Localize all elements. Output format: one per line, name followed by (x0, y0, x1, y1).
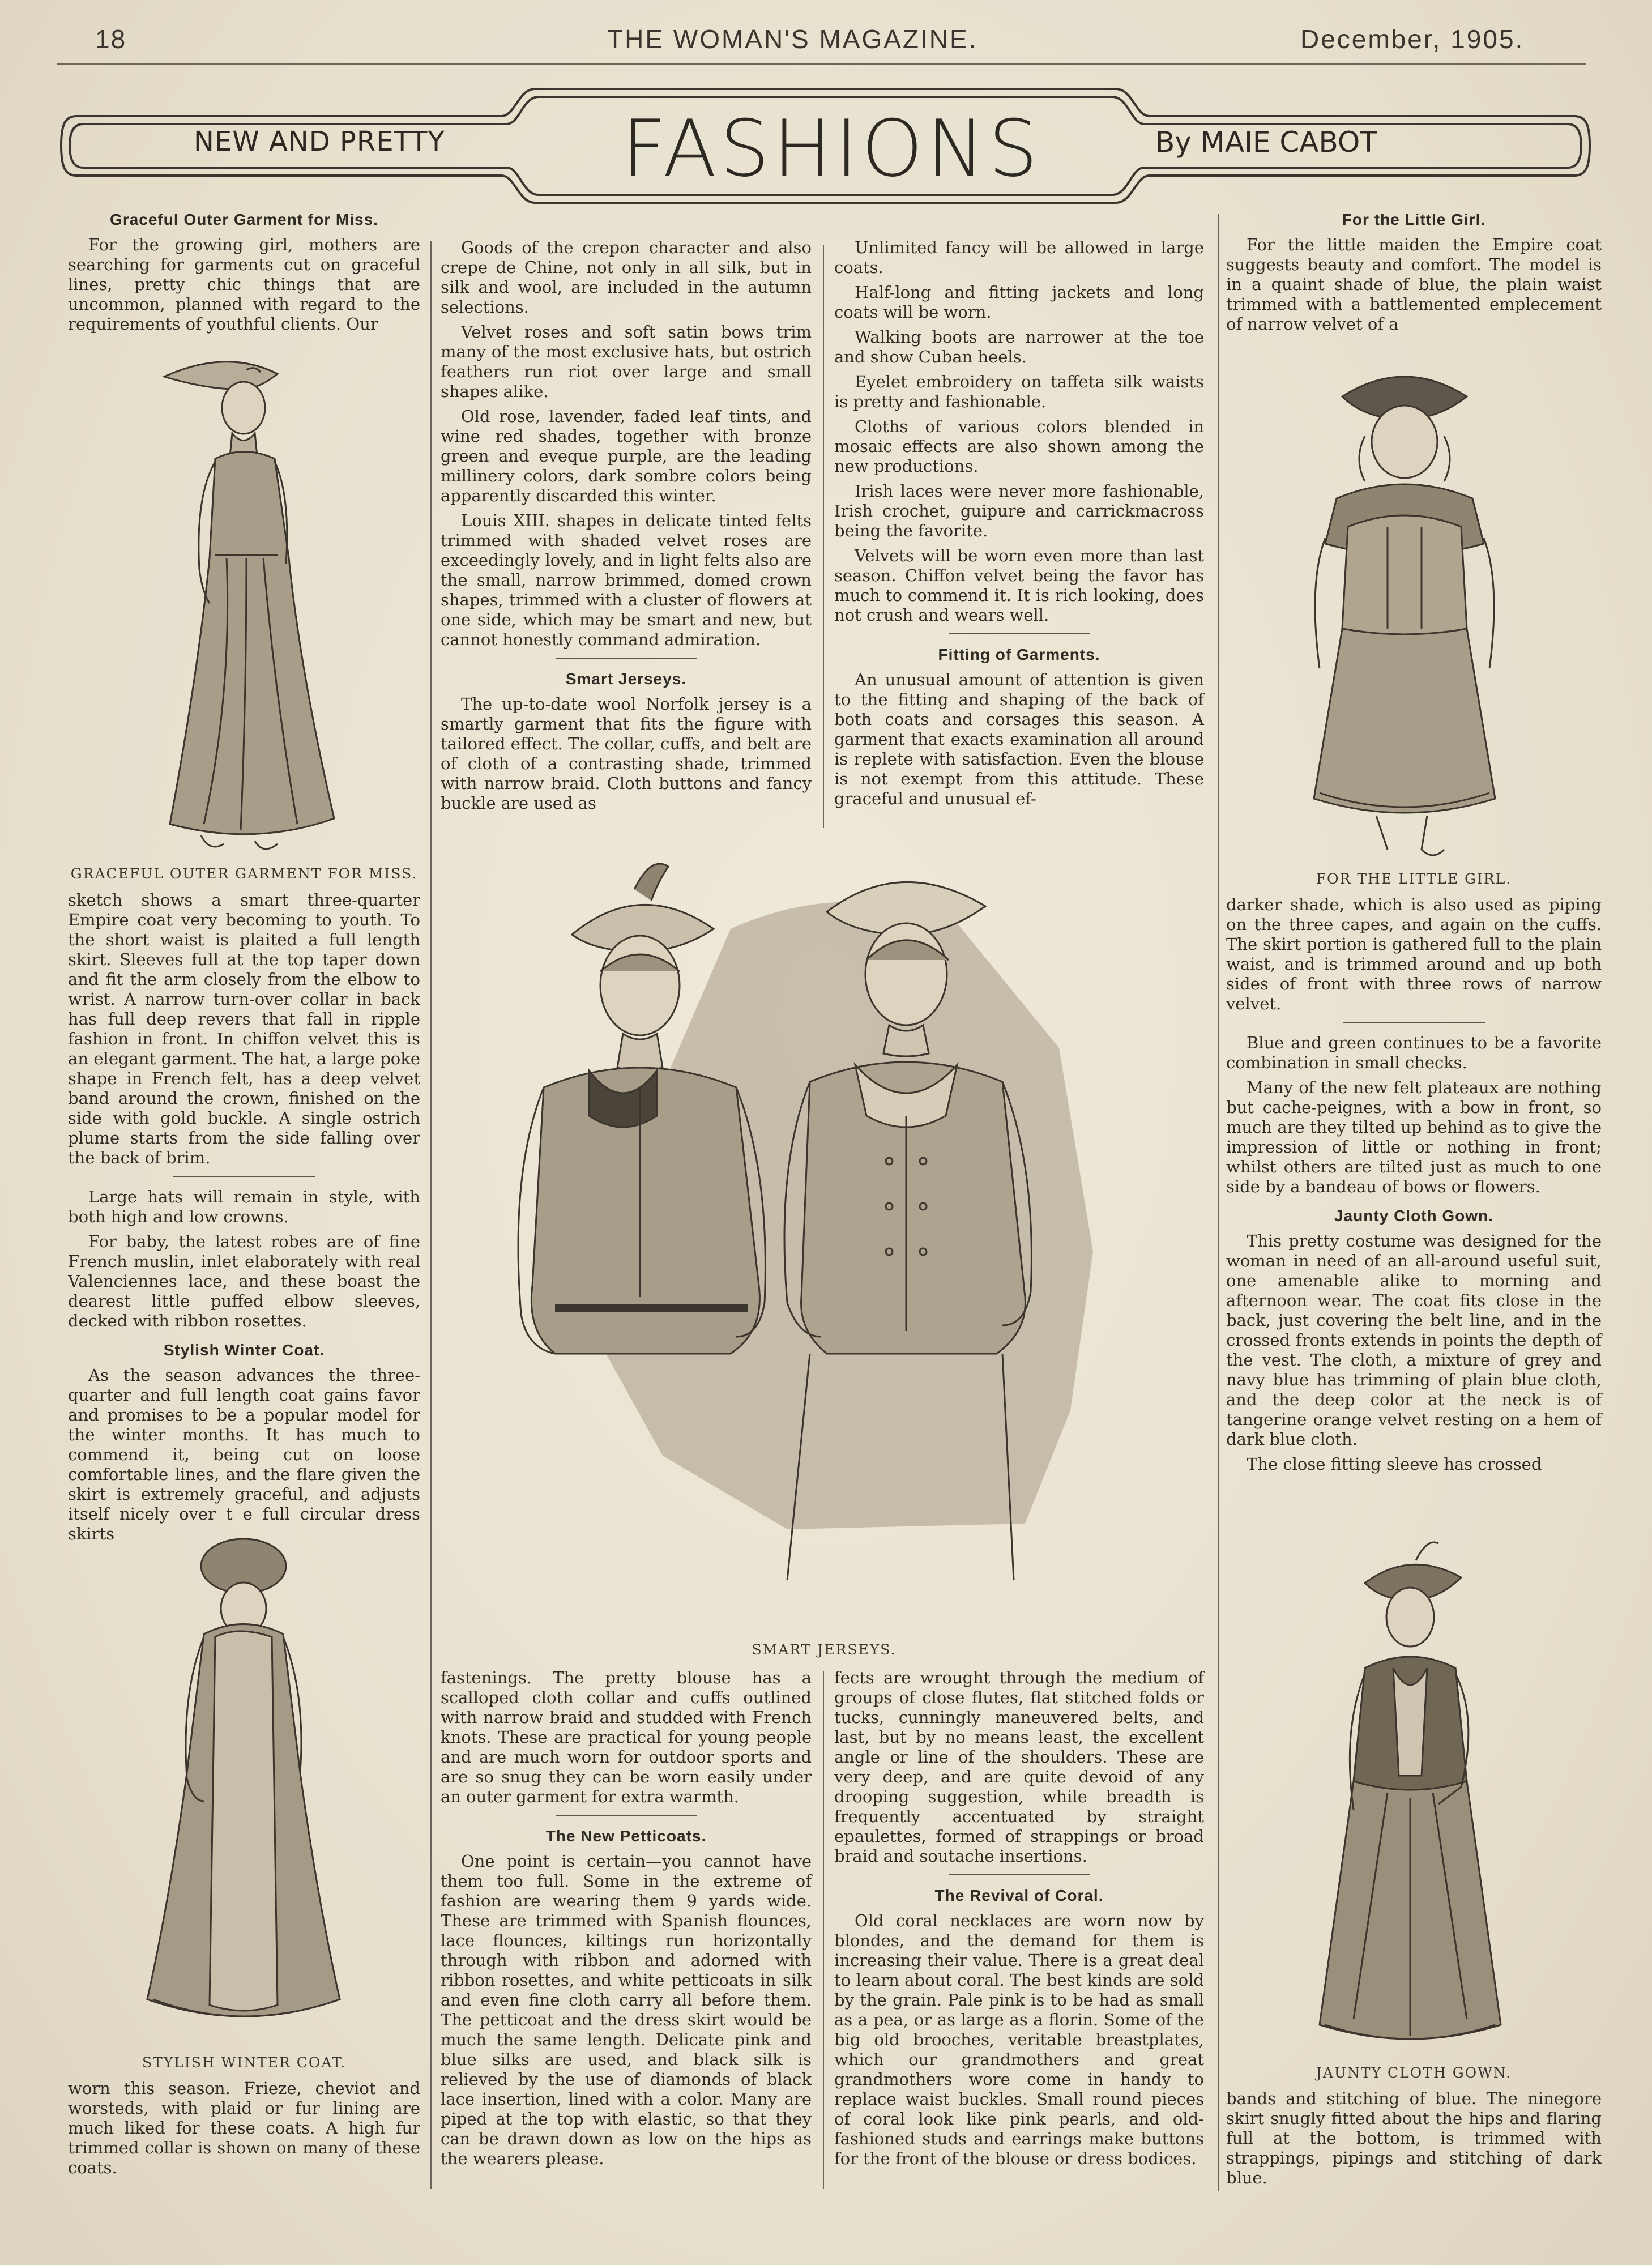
column-2-bottom (441, 1668, 812, 2174)
divider (949, 633, 1090, 634)
banner-left-text: NEW AND PRETTY (194, 126, 445, 157)
caption-outer-garment: GRACEFUL OUTER GARMENT FOR MISS. (70, 865, 418, 882)
paragraph: For the growing girl, mothers are searching for garments cut on graceful lines, pretty chic things that are uncommon, planned with regard to the requirements of youthful clients. Our (68, 235, 420, 334)
caption-jaunty-gown: JAUNTY CLOTH GOWN. (1316, 2064, 1512, 2081)
paragraph: Old coral necklaces are worn now by blondes, and the demand for them is increasing their value. There is a great deal to learn about coral. The best kinds are sold by the grain. Pale pink is to be had as small as a pea, or as large as a florin. Some of the big old brooches, veritable breastplates, which our grandmothers and great grandmothers wore come in handy to replace waist buckles. Small round pieces of coral look like pink pearls, and old-fashioned studs and earrings make buttons for the front of the blouse or dress bodices. (834, 1911, 1204, 2168)
paragraph: For baby, the latest robes are of fine French muslin, inlet elaborately with real Valenciennes lace, and these boast the dearest little puffed elbow sleeves, decked with ribbon rosettes. (68, 1232, 420, 1330)
paragraph: fastenings. The pretty blouse has a scalloped cloth collar and cuffs outlined with narrow braid and studded with French knots. These are practical for young people and are much worn for outdoor sports and are so snug they can be worn easily under an outer garment for extra warmth. (441, 1668, 812, 1806)
paragraph: sketch shows a smart three-quarter Empire coat very becoming to youth. To the short waist is plaited a full length skirt. Sleeves full at the top taper down and fit the arm closely from the elbow to wrist. A narrow turn-over collar in back has full deep revers that fall in ripple fashion in front. In chiffon velvet this is an elegant garment. The hat, a large poke shape in French felt, has a deep velvet band around the crown, finished on the side with gold buckle. A single ostrich plume starts from the side falling over the back of brim. (68, 890, 420, 1167)
paragraph: bands and stitching of blue. The ninegore skirt snugly fitted about the hips and flaring full at the bottom, is trimmed with strappings, pipings and stitching of dark blue. (1226, 2089, 1602, 2187)
column-3-bottom (834, 1668, 1204, 2174)
paragraph: For the little maiden the Empire coat suggests beauty and comfort. The model is in a quaint shade of blue, the plain waist trimmed with a battlemented emplecement of narrow velvet of a (1226, 235, 1602, 334)
paragraph: Eyelet embroidery on taffeta silk waists is pretty and fashionable. (834, 372, 1204, 411)
paragraph: The close fitting sleeve has crossed (1247, 1454, 1542, 1474)
paragraph: An unusual amount of attention is given to the fitting and shaping of the back of both coats and corsages this season. A garment that exacts examination all around is replete with satisfaction. Even the blouse is not exempt from this attitude. These graceful and unusual ef- (834, 670, 1204, 808)
caption-smart-jerseys: SMART JERSEYS. (752, 1641, 897, 1658)
illustration-little-girl (1297, 357, 1512, 867)
paragraph: Louis XIII. shapes in delicate tinted felts trimmed with shaded velvet roses are exceedingly lovely, and in light felts also are the small, narrow brimmed, domed crown shapes, trimmed with a cluster of flowers at one side, which may be smart and new, but cannot honestly command admiration. (441, 511, 812, 649)
column-3-top (834, 238, 1204, 814)
magazine-title: THE WOMAN'S MAGAZINE. (607, 24, 978, 54)
paragraph: Unlimited fancy will be allowed in large coats. (834, 238, 1204, 277)
paragraph: fects are wrought through the medium of groups of close flutes, flat stitched folds or tucks, cunningly maneuvered belts, and last, but by no means least, the excellent angle or line of the shoulders. These are very deep, and are quite devoid of any drooping suggestion, while breadth is frequently accentuated by straight epaulettes, formed of strappings or broad braid and soutache insertions. (834, 1668, 1204, 1866)
heading-fitting-garments: Fitting of Garments. (938, 646, 1100, 663)
divider (949, 1874, 1090, 1875)
heading-jaunty-gown: Jaunty Cloth Gown. (1334, 1207, 1493, 1225)
column-4-middle (1226, 895, 1602, 1479)
paragraph: Walking boots are narrower at the toe and show Cuban heels. (834, 327, 1204, 366)
header-rule (57, 63, 1586, 65)
banner-title: FASHIONS (622, 103, 1041, 194)
column-rule-3 (1218, 214, 1219, 2191)
heading-little-girl: For the Little Girl. (1342, 211, 1486, 228)
banner-byline: By MAIE CABOT (1155, 126, 1377, 159)
column-rule-2b (823, 1671, 824, 2189)
divider (173, 1176, 315, 1177)
illustration-winter-coat (130, 1535, 357, 2045)
paragraph: Goods of the crepon character and also crepe de Chine, not only in all silk, but in silk and wool, are included in the autumn selections. (441, 238, 812, 317)
heading-revival-coral: The Revival of Coral. (934, 1887, 1104, 1904)
column-1-middle (68, 890, 420, 1549)
caption-winter-coat: STYLISH WINTER COAT. (142, 2054, 347, 2071)
paragraph: Irish laces were never more fashionable, Irish crochet, guipure and carrickmacross being the favorite. (834, 481, 1204, 540)
column-4-bottom (1226, 2089, 1602, 2193)
illustration-jaunty-gown (1303, 1538, 1518, 2059)
column-1-bottom (68, 2079, 420, 2183)
heading-winter-coat: Stylish Winter Coat. (163, 1341, 325, 1359)
caption-little-girl: FOR THE LITTLE GIRL. (1316, 871, 1512, 887)
paragraph: This pretty costume was designed for the woman in need of an all-around useful suit, one amenable alike to morning and afternoon wear. The coat fits close in the back, just covering the belt line, and in the crossed fronts extends in points the depth of the vest. The cloth, a mixture of grey and navy blue has trimming of plain blue cloth, and the deep color at the neck is of tangerine orange velvet resting on a hem of dark blue cloth. (1226, 1231, 1602, 1449)
paragraph: Many of the new felt plateaux are nothing but cache-peignes, with a bow in front, so much are they tilted up behind as to give the impression of little or nothing in front; whilst others are tilted just as much to one side by a bandeau of bows or flowers. (1226, 1078, 1602, 1196)
issue-date: December, 1905. (1300, 24, 1525, 54)
paragraph: Velvet roses and soft satin bows trim many of the most exclusive hats, but ostrich feathers run riot over large and small shapes alike. (441, 322, 812, 401)
paragraph: Cloths of various colors blended in mosaic effects are also shown among the new productions. (834, 417, 1204, 476)
paragraph: Large hats will remain in style, with both high and low crowns. (68, 1187, 420, 1226)
paragraph: The up-to-date wool Norfolk jersey is a smartly garment that fits the figure with tailored effect. The collar, cuffs, and belt are of cloth of a contrasting shade, trimmed with narrow braid. Cloth buttons and fancy buckle are used as (441, 694, 812, 813)
divider (556, 658, 697, 659)
column-4-top (1226, 210, 1602, 339)
paragraph: Velvets will be worn even more than last season. Chiffon velvet being the favor has much to commend it. It is rich looking, does not crush and wears well. (834, 546, 1204, 625)
column-1-top (68, 210, 420, 339)
illustration-outer-garment (147, 354, 351, 864)
paragraph: darker shade, which is also used as piping on the three capes, and again on the cuffs. The skirt portion is gathered full to the plain waist, and is trimmed around and up both sides of front with three rows of narrow velvet. (1226, 895, 1602, 1013)
heading-smart-jerseys: Smart Jerseys. (565, 670, 687, 688)
paragraph: worn this season. Frieze, cheviot and worsteds, with plaid or fur lining are much liked for these coats. A high fur trimmed collar is shown on many of these coats. (68, 2079, 420, 2177)
heading-new-petticoats: The New Petticoats. (545, 1827, 707, 1845)
paragraph: As the season advances the three-quarter and full length coat gains favor and promises to be a popular model for the winter months. It has much to commend it, being cut on loose comfortable lines, and the flare given the skirt is extremely graceful, and adjusts itself nicely over t e full circular dress skirts (68, 1366, 420, 1543)
divider (1343, 1022, 1485, 1023)
paragraph: One point is certain—you cannot have them too full. Some in the extreme of fashion are wearing them 9 yards wide. These are trimmed with Spanish flounces, lace flounces, kiltings run horizontally through with ribbon and adorned with ribbon rosettes, and white petticoats in silk and even fine cloth carry all before them. The petticoat and the dress skirt would be much the same length. Delicate pink and blue silks are used, and black silk is relieved by the use of diamonds of black lace insertion, lined with a color. Many are piped at the top with elastic, so that they can be drawn down as low on the hips as the wearers please. (441, 1852, 812, 2168)
illustration-smart-jerseys (493, 844, 1189, 1631)
paragraph: Old rose, lavender, faded leaf tints, and wine red shades, together with bronze green and eveque purple, are the leading millinery colors, dark sombre colors being apparently discarded this winter. (441, 407, 812, 505)
column-2-top (441, 238, 812, 818)
paragraph: Half-long and fitting jackets and long coats will be worn. (834, 283, 1204, 322)
page-number: 18 (95, 24, 127, 54)
column-rule-2 (823, 245, 824, 828)
paragraph: Blue and green continues to be a favorite combination in small checks. (1226, 1033, 1602, 1072)
divider (556, 1815, 697, 1816)
column-rule-1 (430, 241, 432, 2189)
heading-outer-garment: Graceful Outer Garment for Miss. (110, 211, 378, 228)
